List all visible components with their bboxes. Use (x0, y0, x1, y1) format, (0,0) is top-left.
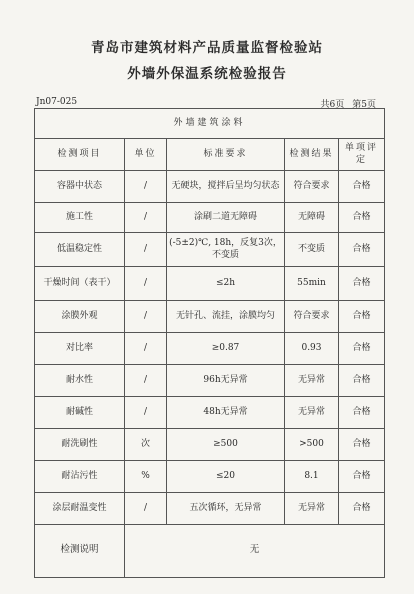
cell-result: >500 (285, 428, 339, 460)
table-row (35, 300, 385, 332)
col-header-result: 检测结果 (285, 138, 339, 170)
table-row (35, 492, 385, 524)
total-pages: 共6页 (320, 100, 345, 110)
cell-requirement: 五次循环，无异常 (167, 492, 285, 524)
note-label: 检测说明 (35, 524, 125, 577)
cell-unit: / (125, 396, 167, 428)
cell-result: 符合要求 (285, 300, 339, 332)
cell-item: 耐沾污性 (35, 460, 125, 492)
section-title: 外墙建筑涂料 (35, 109, 385, 139)
cell-item: 施工性 (35, 202, 125, 232)
table-row (35, 364, 385, 396)
cell-requirement: 无硬块，搅拌后呈均匀状态 (167, 170, 285, 202)
cell-unit: / (125, 232, 167, 266)
cell-requirement: 96h无异常 (167, 364, 285, 396)
cell-requirement: ≤2h (167, 266, 285, 300)
cell-item: 对比率 (35, 332, 125, 364)
cell-item: 耐水性 (35, 364, 125, 396)
page-number: 第5页 (352, 100, 376, 110)
cell-result: 无异常 (285, 364, 339, 396)
table-row (35, 460, 385, 492)
cell-verdict: 合格 (339, 396, 385, 428)
table-row (35, 266, 385, 300)
col-header-item: 检测项目 (35, 138, 125, 170)
cell-result: 无异常 (285, 396, 339, 428)
cell-verdict: 合格 (339, 266, 385, 300)
table-row (35, 202, 385, 232)
cell-unit: / (125, 364, 167, 396)
cell-result: 符合要求 (285, 170, 339, 202)
cell-verdict: 合格 (339, 332, 385, 364)
cell-requirement: 涂刷二道无障碍 (167, 202, 285, 232)
table-row (35, 428, 385, 460)
cell-unit: / (125, 492, 167, 524)
cell-result: 无异常 (285, 492, 339, 524)
cell-requirement: 无针孔、流挂，涂膜均匀 (167, 300, 285, 332)
cell-unit: 次 (125, 428, 167, 460)
cell-requirement: ≤20 (167, 460, 285, 492)
cell-verdict: 合格 (339, 300, 385, 332)
station-title: 青岛市建筑材料产品质量监督检验站 (91, 40, 323, 56)
cell-verdict: 合格 (339, 202, 385, 232)
table-row (35, 232, 385, 266)
cell-result: 无障碍 (285, 202, 339, 232)
cell-result: 55min (285, 266, 339, 300)
col-header-unit: 单位 (125, 138, 167, 170)
column-header-row (35, 138, 385, 170)
document-number: Jn07-025 (36, 97, 78, 107)
cell-item: 涂层耐温变性 (35, 492, 125, 524)
cell-requirement: (-5±2)℃, 18h，反复3次，不变质 (167, 232, 285, 266)
cell-verdict: 合格 (339, 364, 385, 396)
note-row (35, 524, 385, 577)
test-results-table (34, 108, 385, 578)
cell-verdict: 合格 (339, 170, 385, 202)
cell-verdict: 合格 (339, 492, 385, 524)
cell-unit: / (125, 202, 167, 232)
cell-verdict: 合格 (339, 232, 385, 266)
cell-requirement: ≥0.87 (167, 332, 285, 364)
cell-item: 低温稳定性 (35, 232, 125, 266)
table-row (35, 396, 385, 428)
cell-result: 0.93 (285, 332, 339, 364)
cell-unit: / (125, 300, 167, 332)
cell-item: 干燥时间（表干） (35, 266, 125, 300)
cell-unit: / (125, 332, 167, 364)
table-row (35, 170, 385, 202)
cell-requirement: ≥500 (167, 428, 285, 460)
cell-requirement: 48h无异常 (167, 396, 285, 428)
cell-verdict: 合格 (339, 428, 385, 460)
cell-verdict: 合格 (339, 460, 385, 492)
cell-unit: / (125, 266, 167, 300)
table-row (35, 332, 385, 364)
cell-unit: / (125, 170, 167, 202)
cell-item: 涂膜外观 (35, 300, 125, 332)
cell-item: 耐洗刷性 (35, 428, 125, 460)
cell-item: 容器中状态 (35, 170, 125, 202)
note-value: 无 (125, 524, 385, 577)
cell-result: 8.1 (285, 460, 339, 492)
cell-item: 耐碱性 (35, 396, 125, 428)
report-title: 外墙外保温系统检验报告 (127, 66, 287, 82)
col-header-requirement: 标准要求 (167, 138, 285, 170)
cell-result: 不变质 (285, 232, 339, 266)
col-header-verdict: 单项评定 (339, 138, 385, 170)
cell-unit: % (125, 460, 167, 492)
section-title-row (35, 109, 385, 139)
